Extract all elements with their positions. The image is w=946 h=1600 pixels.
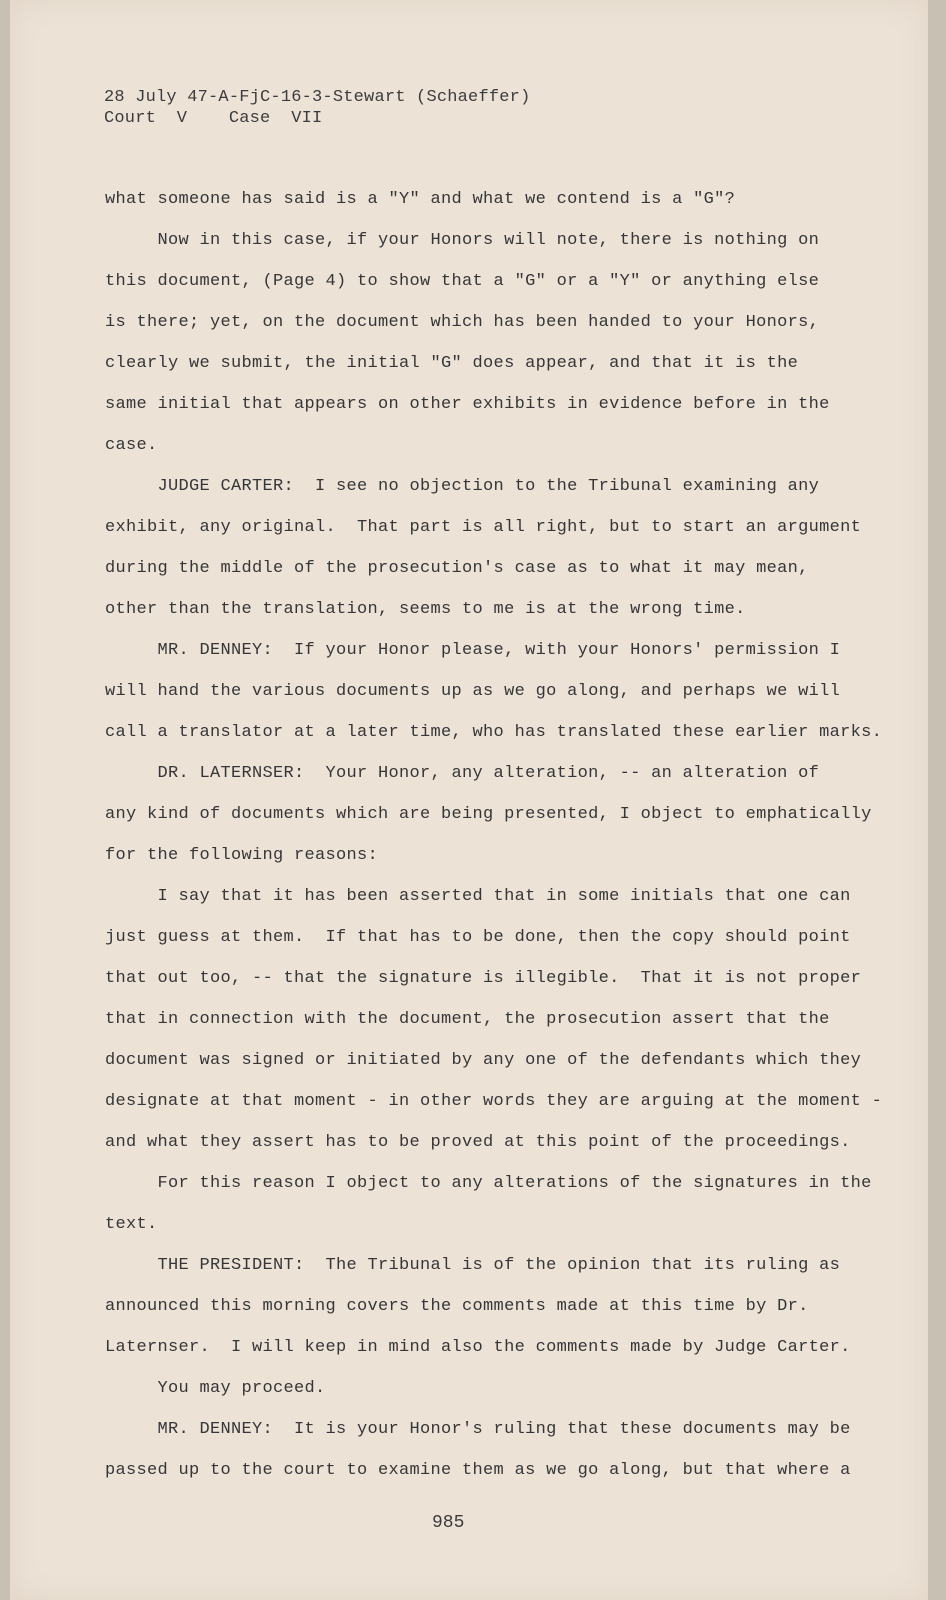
header-court-case: Court V Case VII xyxy=(104,109,323,128)
body-line: MR. DENNEY: It is your Honor's ruling that these documents may be xyxy=(105,1420,851,1439)
body-line: this document, (Page 4) to show that a "G" or a "Y" or anything else xyxy=(105,272,820,291)
page-number: 985 xyxy=(432,1513,465,1533)
body-line: You may proceed. xyxy=(105,1379,326,1398)
body-line: I say that it has been asserted that in some initials that one can xyxy=(105,887,851,906)
body-line: JUDGE CARTER: I see no objection to the Tribunal examining any xyxy=(105,477,820,496)
body-line: that in connection with the document, the prosecution assert that the xyxy=(105,1010,830,1029)
body-line: clearly we submit, the initial "G" does appear, and that it is the xyxy=(105,354,799,373)
document-page xyxy=(10,0,928,1600)
body-line: will hand the various documents up as we go along, and perhaps we will xyxy=(105,682,841,701)
body-line: is there; yet, on the document which has been handed to your Honors, xyxy=(105,313,820,332)
body-line: document was signed or initiated by any one of the defendants which they xyxy=(105,1051,862,1070)
body-line: call a translator at a later time, who has translated these earlier marks. xyxy=(105,723,883,742)
body-line: THE PRESIDENT: The Tribunal is of the opinion that its ruling as xyxy=(105,1256,841,1275)
body-line: Now in this case, if your Honors will note, there is nothing on xyxy=(105,231,820,250)
body-line: passed up to the court to examine them as we go along, but that where a xyxy=(105,1461,851,1480)
body-line: other than the translation, seems to me is at the wrong time. xyxy=(105,600,746,619)
body-line: exhibit, any original. That part is all right, but to start an argument xyxy=(105,518,862,537)
body-line: for the following reasons: xyxy=(105,846,379,865)
body-line: during the middle of the prosecution's case as to what it may mean, xyxy=(105,559,809,578)
header-case-reference: 28 July 47-A-FjC-16-3-Stewart (Schaeffer) xyxy=(104,88,531,107)
body-line: what someone has said is a "Y" and what we contend is a "G"? xyxy=(105,190,736,209)
body-line: For this reason I object to any alterations of the signatures in the xyxy=(105,1174,872,1193)
body-line: announced this morning covers the comments made at this time by Dr. xyxy=(105,1297,809,1316)
body-line: that out too, -- that the signature is illegible. That it is not proper xyxy=(105,969,862,988)
body-line: any kind of documents which are being presented, I object to emphatically xyxy=(105,805,872,824)
body-line: MR. DENNEY: If your Honor please, with your Honors' permission I xyxy=(105,641,841,660)
body-line: and what they assert has to be proved at this point of the proceedings. xyxy=(105,1133,851,1152)
body-line: DR. LATERNSER: Your Honor, any alteration, -- an alteration of xyxy=(105,764,820,783)
body-line: Laternser. I will keep in mind also the comments made by Judge Carter. xyxy=(105,1338,851,1357)
body-line: designate at that moment - in other words they are arguing at the moment - xyxy=(105,1092,883,1111)
body-line: text. xyxy=(105,1215,158,1234)
body-line: case. xyxy=(105,436,158,455)
body-line: same initial that appears on other exhibits in evidence before in the xyxy=(105,395,830,414)
body-line: just guess at them. If that has to be done, then the copy should point xyxy=(105,928,851,947)
